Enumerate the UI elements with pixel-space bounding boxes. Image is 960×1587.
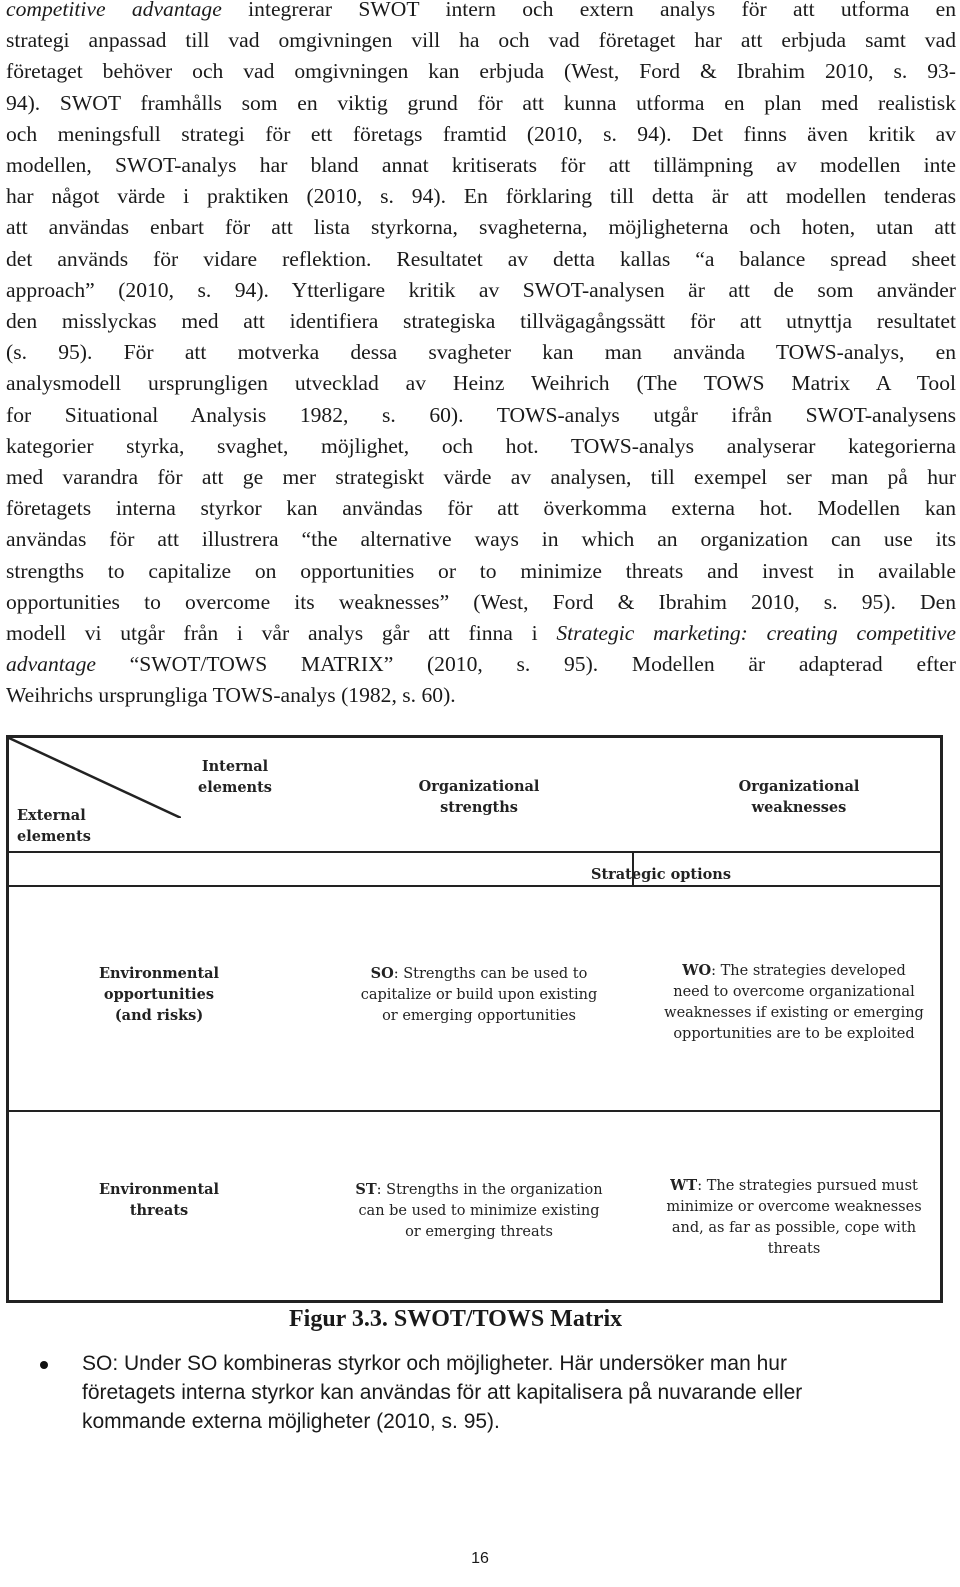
label-line: Organizational <box>418 778 540 795</box>
label-line: Environmental <box>98 1181 220 1198</box>
st-strategy-cell <box>329 1179 629 1243</box>
label-line: Environmental <box>98 965 220 982</box>
text-line: opportunities to overcome its weaknesses” (West, Ford & Ibrahim 2010, s. 95). Den <box>6 589 956 614</box>
external-elements-label <box>17 805 107 847</box>
text-line <box>6 618 956 649</box>
text-line <box>6 649 956 680</box>
wt-strategy-cell <box>649 1175 939 1260</box>
cell-line <box>329 1179 629 1201</box>
cell-line: weaknesses if existing or emerging <box>664 1005 924 1021</box>
text-line: strategi anpassad till vad omgivningen vill ha och vad företaget har att erbjuda samt vad <box>6 28 956 53</box>
wo-strategy-cell <box>649 960 939 1045</box>
text-line: for Situational Analysis 1982, s. 60). TOWS-analys utgår ifrån SWOT-analysens <box>6 402 956 427</box>
text-line: att användas enbart för att lista styrkorna, svagheterna, möjligheterna och hoten, utan att <box>6 215 956 240</box>
text-line: SO: Under SO kombineras styrkor och möjligheter. Här undersöker man hur <box>82 1352 787 1375</box>
environmental-threats-label <box>69 1179 249 1221</box>
internal-elements-label <box>190 756 280 798</box>
cell-text-span: : The strategies developed <box>711 963 906 979</box>
organizational-strengths-header <box>369 776 589 818</box>
text-line: kategorier styrka, svaghet, möjlighet, och hot. TOWS-analys analyserar kategorierna <box>6 433 956 458</box>
st-tag: ST <box>355 1181 377 1198</box>
label-line: (and risks) <box>114 1007 204 1024</box>
text-span: integrerar SWOT intern och extern analys för att utforma en <box>221 0 956 21</box>
text-line: med varandra för att ge mer strategiskt värde av analysen, till exempel ser man på hur <box>6 465 956 490</box>
cell-line <box>329 963 629 985</box>
cell-line: capitalize or build upon existing <box>360 987 598 1003</box>
label-line: Internal <box>201 758 269 775</box>
text-span: “SWOT/TOWS MATRIX” (2010, s. 95). Modellen är adapterad efter <box>95 652 956 677</box>
book-title-italic: Strategic marketing: creating competitive <box>556 621 957 646</box>
cell-text-span: : Strengths can be used to <box>393 966 588 982</box>
label-line: elements <box>17 828 91 845</box>
text-line: företagets interna styrkor kan användas för att kapitalisera på nuvarande eller <box>82 1381 803 1404</box>
text-line: kommande externa möjligheter (2010, s. 95). <box>82 1410 500 1433</box>
bullet-text <box>82 1349 922 1436</box>
body-paragraph <box>6 0 956 712</box>
text-line: 94). SWOT framhålls som en viktig grund för att kunna utforma en plan med realistisk <box>6 90 956 115</box>
strategic-options-label: Strategic options <box>590 866 732 883</box>
text-line: den misslyckas med att identifiera strategiska tillvägagångssätt för att utnyttja resultatet <box>6 309 956 334</box>
label-line: weaknesses <box>751 799 847 816</box>
row-divider <box>9 1110 940 1112</box>
text-line: det används för vidare reflektion. Resultatet av detta kallas “a balance spread sheet <box>6 246 956 271</box>
text-line: Weihrichs ursprungliga TOWS-analys (1982, s. 60). <box>6 683 456 708</box>
so-strategy-cell <box>329 963 629 1027</box>
text-line: har något värde i praktiken (2010, s. 94). En förklaring till detta är att modellen tenderas <box>6 184 956 209</box>
label-line: strengths <box>440 799 518 816</box>
book-title-italic: advantage <box>6 652 96 677</box>
text-line: (s. 95). För att motverka dessa svagheter kan man använda TOWS-analys, en <box>6 340 956 365</box>
organizational-weaknesses-header <box>689 776 909 818</box>
cell-line <box>649 1175 939 1197</box>
cell-line: need to overcome organizational <box>673 984 915 1000</box>
cell-text-span: : The strategies pursued must <box>697 1178 918 1194</box>
text-line: och meningsfull strategi för ett företags framtid (2010, s. 94). Det finns även kritik av <box>6 121 956 146</box>
row-divider <box>9 851 940 853</box>
text-line: modellen, SWOT-analys har bland annat kritiserats för att tillämpning av modellen inte <box>6 153 956 178</box>
so-tag: SO <box>370 965 394 982</box>
swot-tows-matrix <box>6 735 943 1303</box>
caption-text: Figur 3.3. SWOT/TOWS Matrix <box>289 1306 623 1332</box>
environmental-opportunities-label <box>69 963 249 1026</box>
text-line: strengths to capitalize on opportunities or to minimize threats and invest in available <box>6 558 956 583</box>
cell-line: or emerging threats <box>405 1224 553 1240</box>
page-number: 16 <box>471 1550 489 1567</box>
cell-line: can be used to minimize existing <box>358 1203 600 1219</box>
bullet-dot-icon <box>40 1361 48 1369</box>
cell-line: threats <box>767 1241 821 1257</box>
text-line: användas för att illustrera “the alternative ways in which an organization can use its <box>6 527 956 552</box>
text-line: företaget behöver och vad omgivningen kan erbjuda (West, Ford & Ibrahim 2010, s. 93- <box>6 59 956 84</box>
cell-line: minimize or overcome weaknesses <box>666 1199 922 1215</box>
label-line: External <box>17 807 86 824</box>
wo-tag: WO <box>682 962 712 979</box>
text-line: analysmodell ursprungligen utvecklad av Heinz Weihrich (The TOWS Matrix A Tool <box>6 371 956 396</box>
text-line: approach” (2010, s. 94). Ytterligare kritik av SWOT-analysen är att de som använder <box>6 277 956 302</box>
cell-line: opportunities are to be exploited <box>673 1026 915 1042</box>
cell-text-span: : Strengths in the organization <box>376 1182 603 1198</box>
label-line: elements <box>198 779 272 796</box>
label-line: Organizational <box>738 778 860 795</box>
label-line: threats <box>129 1202 189 1219</box>
text-span: modell vi utgår från i vår analys går att finna i <box>6 621 557 646</box>
book-title-italic: competitive advantage <box>6 0 222 21</box>
wt-tag: WT <box>670 1177 698 1194</box>
text-line <box>6 0 956 25</box>
cell-line <box>649 960 939 982</box>
cell-line: or emerging opportunities <box>382 1008 576 1024</box>
cell-line: and, as far as possible, cope with <box>671 1220 917 1236</box>
text-line: företagets interna styrkor kan användas för att överkomma externa hot. Modellen kan <box>6 496 956 521</box>
row-divider <box>9 885 940 887</box>
label-line: opportunities <box>103 986 215 1003</box>
